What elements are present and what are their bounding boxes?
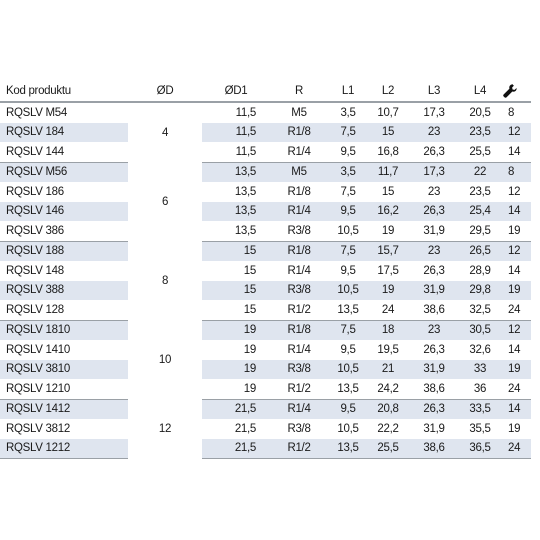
cell-l1: 10,5 — [337, 422, 359, 435]
cell-l1: 10,5 — [328, 360, 368, 380]
cell-spanner-size: 8 — [508, 106, 515, 119]
cell-outer-diameter: 12 — [128, 399, 202, 459]
product-dimension-table — [0, 80, 531, 459]
cell-l2: 15 — [368, 123, 408, 143]
table-row — [0, 320, 531, 340]
cell-outer-diameter: 6 — [128, 162, 202, 241]
cell-thread: R3/8 — [287, 422, 311, 435]
table-row — [0, 241, 531, 261]
cell-l3: 26,3 — [408, 142, 460, 162]
header-thread: R — [270, 80, 328, 102]
cell-l4: 29,8 — [460, 281, 500, 301]
cell-l2: 18 — [368, 320, 408, 340]
table-row — [0, 261, 531, 281]
cell-l3: 17,3 — [408, 162, 460, 182]
cell-diameter-d1: 19 — [202, 320, 270, 340]
cell-diameter-d1: 21,5 — [202, 439, 270, 459]
cell-l4: 25,4 — [460, 202, 500, 222]
cell-l2: 21 — [368, 360, 408, 380]
cell-product-code: RQSLV 186 — [6, 185, 64, 198]
table-row — [0, 419, 531, 439]
cell-l4: 33,5 — [460, 399, 500, 419]
table-row — [0, 340, 531, 360]
cell-thread: R1/8 — [270, 241, 328, 261]
header-spanner — [500, 80, 531, 102]
cell-spanner-size: 12 — [500, 123, 531, 143]
cell-l3: 23 — [408, 320, 460, 340]
cell-l1: 9,5 — [328, 202, 368, 222]
cell-spanner-size: 19 — [500, 360, 531, 380]
cell-diameter-d1: 15 — [243, 264, 256, 277]
cell-l2: 16,2 — [368, 202, 408, 222]
cell-l4: 30,5 — [460, 320, 500, 340]
cell-l2: 19,5 — [377, 343, 399, 356]
cell-l4: 22 — [460, 162, 500, 182]
cell-thread: R1/2 — [270, 300, 328, 320]
cell-l3: 38,6 — [408, 379, 460, 399]
cell-diameter-d1: 13,5 — [202, 202, 270, 222]
header-l3: L3 — [408, 80, 460, 102]
cell-l1: 13,5 — [328, 439, 368, 459]
cell-product-code: RQSLV 386 — [0, 221, 128, 241]
cell-l2: 19 — [368, 221, 408, 241]
cell-l2: 15 — [381, 185, 395, 198]
cell-l1: 7,5 — [340, 185, 356, 198]
table-row — [0, 439, 531, 459]
cell-diameter-d1: 21,5 — [202, 399, 270, 419]
table-row — [0, 102, 531, 123]
cell-l1: 13,5 — [328, 379, 368, 399]
cell-product-code: RQSLV 184 — [0, 123, 128, 143]
table-row — [0, 300, 531, 320]
cell-l4: 32,6 — [469, 343, 491, 356]
table-row — [0, 221, 531, 241]
cell-diameter-d1: 13,5 — [202, 162, 270, 182]
cell-spanner-size: 19 — [508, 422, 521, 435]
cell-l2: 22,2 — [377, 422, 399, 435]
cell-l3: 31,9 — [408, 360, 460, 380]
cell-l3: 26,3 — [408, 202, 460, 222]
cell-product-code: RQSLV 144 — [0, 142, 128, 162]
cell-diameter-d1: 11,5 — [202, 123, 270, 143]
cell-spanner-size: 14 — [508, 264, 521, 277]
cell-product-code: RQSLV M56 — [0, 162, 128, 182]
table-row — [0, 202, 531, 222]
cell-l1: 9,5 — [340, 343, 356, 356]
cell-outer-diameter: 4 — [128, 102, 202, 162]
cell-l1: 10,5 — [328, 221, 368, 241]
cell-l4: 36,5 — [460, 439, 500, 459]
table-row — [0, 182, 531, 202]
cell-spanner-size: 19 — [500, 281, 531, 301]
cell-diameter-d1: 21,5 — [234, 422, 256, 435]
cell-l1: 3,5 — [328, 162, 368, 182]
header-l1: L1 — [328, 80, 368, 102]
cell-thread: R3/8 — [270, 221, 328, 241]
cell-product-code: RQSLV 1810 — [0, 320, 128, 340]
table-row — [0, 399, 531, 419]
table-row — [0, 123, 531, 143]
cell-l3: 31,9 — [423, 422, 445, 435]
cell-l2: 24 — [368, 300, 408, 320]
cell-product-code: RQSLV 3810 — [0, 360, 128, 380]
cell-diameter-d1: 15 — [202, 281, 270, 301]
cell-thread: M5 — [291, 106, 307, 119]
cell-l3: 23 — [427, 185, 441, 198]
cell-product-code: RQSLV 146 — [0, 202, 128, 222]
cell-spanner-size: 19 — [500, 221, 531, 241]
cell-spanner-size: 14 — [500, 399, 531, 419]
cell-l4: 23,5 — [460, 123, 500, 143]
cell-diameter-d1: 19 — [202, 379, 270, 399]
header-product-code: Kod produktu — [0, 80, 128, 102]
cell-thread: R1/8 — [270, 123, 328, 143]
cell-thread: R3/8 — [270, 360, 328, 380]
cell-l4: 32,5 — [460, 300, 500, 320]
cell-diameter-d1: 13,5 — [202, 221, 270, 241]
cell-thread: R3/8 — [270, 281, 328, 301]
cell-spanner-size: 14 — [508, 343, 521, 356]
cell-product-code: RQSLV 1412 — [0, 399, 128, 419]
cell-thread: R1/4 — [287, 264, 311, 277]
cell-l4: 23,5 — [469, 185, 491, 198]
cell-l4: 25,5 — [460, 142, 500, 162]
cell-product-code: RQSLV 148 — [6, 264, 64, 277]
cell-diameter-d1: 19 — [202, 360, 270, 380]
cell-l4: 36 — [460, 379, 500, 399]
cell-diameter-d1: 15 — [202, 300, 270, 320]
cell-l4: 35,5 — [469, 422, 491, 435]
cell-l4: 28,9 — [469, 264, 491, 277]
cell-diameter-d1: 11,5 — [202, 142, 270, 162]
cell-l4: 26,5 — [460, 241, 500, 261]
cell-l1: 13,5 — [328, 300, 368, 320]
cell-outer-diameter: 10 — [128, 320, 202, 399]
cell-diameter-d1: 15 — [202, 241, 270, 261]
cell-l2: 24,2 — [368, 379, 408, 399]
cell-spanner-size: 24 — [500, 379, 531, 399]
cell-thread: R1/8 — [287, 185, 311, 198]
wrench-icon — [502, 83, 518, 99]
cell-thread: R1/4 — [270, 202, 328, 222]
cell-l1: 7,5 — [328, 241, 368, 261]
cell-product-code: RQSLV 388 — [0, 281, 128, 301]
cell-spanner-size: 14 — [500, 142, 531, 162]
cell-thread: R1/2 — [270, 379, 328, 399]
cell-thread: R1/2 — [270, 439, 328, 459]
cell-product-code: RQSLV 1212 — [0, 439, 128, 459]
cell-l3: 23 — [408, 123, 460, 143]
table-header-row — [0, 80, 531, 102]
cell-l2: 25,5 — [368, 439, 408, 459]
cell-l3: 23 — [408, 241, 460, 261]
cell-l2: 20,8 — [368, 399, 408, 419]
header-l2: L2 — [368, 80, 408, 102]
cell-l2: 19 — [368, 281, 408, 301]
cell-diameter-d1: 11,5 — [235, 106, 256, 119]
cell-thread: M5 — [270, 162, 328, 182]
table-row — [0, 360, 531, 380]
table-row — [0, 142, 531, 162]
cell-l1: 9,5 — [340, 264, 356, 277]
cell-product-code: RQSLV 3812 — [6, 422, 70, 435]
cell-l4: 20,5 — [469, 106, 491, 119]
cell-l3: 26,3 — [423, 343, 445, 356]
cell-l1: 10,5 — [328, 281, 368, 301]
cell-diameter-d1: 19 — [243, 343, 256, 356]
cell-thread: R1/4 — [270, 399, 328, 419]
cell-thread: R1/4 — [270, 142, 328, 162]
cell-spanner-size: 12 — [500, 241, 531, 261]
cell-l2: 10,7 — [377, 106, 399, 119]
cell-l2: 11,7 — [368, 162, 408, 182]
header-l4: L4 — [460, 80, 500, 102]
cell-l3: 26,3 — [408, 399, 460, 419]
cell-l1: 9,5 — [328, 399, 368, 419]
cell-thread: R1/8 — [270, 320, 328, 340]
cell-l2: 16,8 — [368, 142, 408, 162]
header-diameter-d1: ØD1 — [202, 80, 270, 102]
cell-product-code: RQSLV 128 — [0, 300, 128, 320]
cell-thread: R1/4 — [287, 343, 311, 356]
cell-l3: 31,9 — [408, 221, 460, 241]
cell-spanner-size: 24 — [500, 300, 531, 320]
product-spec-sheet — [0, 80, 540, 459]
cell-l3: 38,6 — [408, 300, 460, 320]
cell-outer-diameter: 8 — [128, 241, 202, 320]
cell-l1: 3,5 — [340, 106, 356, 119]
cell-spanner-size: 12 — [500, 320, 531, 340]
cell-l3: 17,3 — [423, 106, 445, 119]
table-row — [0, 379, 531, 399]
table-row — [0, 162, 531, 182]
cell-l4: 29,5 — [460, 221, 500, 241]
cell-l3: 26,3 — [423, 264, 445, 277]
cell-spanner-size: 8 — [500, 162, 531, 182]
cell-diameter-d1: 13,5 — [234, 185, 256, 198]
cell-l1: 7,5 — [328, 320, 368, 340]
cell-product-code: RQSLV M54 — [6, 106, 67, 119]
cell-l4: 33 — [460, 360, 500, 380]
cell-l1: 7,5 — [328, 123, 368, 143]
cell-spanner-size: 14 — [500, 202, 531, 222]
cell-l2: 17,5 — [377, 264, 399, 277]
header-outer-diameter: ØD — [128, 80, 202, 102]
cell-l3: 38,6 — [408, 439, 460, 459]
table-row — [0, 281, 531, 301]
cell-l2: 15,7 — [368, 241, 408, 261]
cell-l1: 9,5 — [328, 142, 368, 162]
cell-product-code: RQSLV 188 — [0, 241, 128, 261]
cell-product-code: RQSLV 1410 — [6, 343, 70, 356]
cell-spanner-size: 24 — [500, 439, 531, 459]
cell-spanner-size: 12 — [508, 185, 521, 198]
cell-l3: 31,9 — [408, 281, 460, 301]
cell-product-code: RQSLV 1210 — [0, 379, 128, 399]
